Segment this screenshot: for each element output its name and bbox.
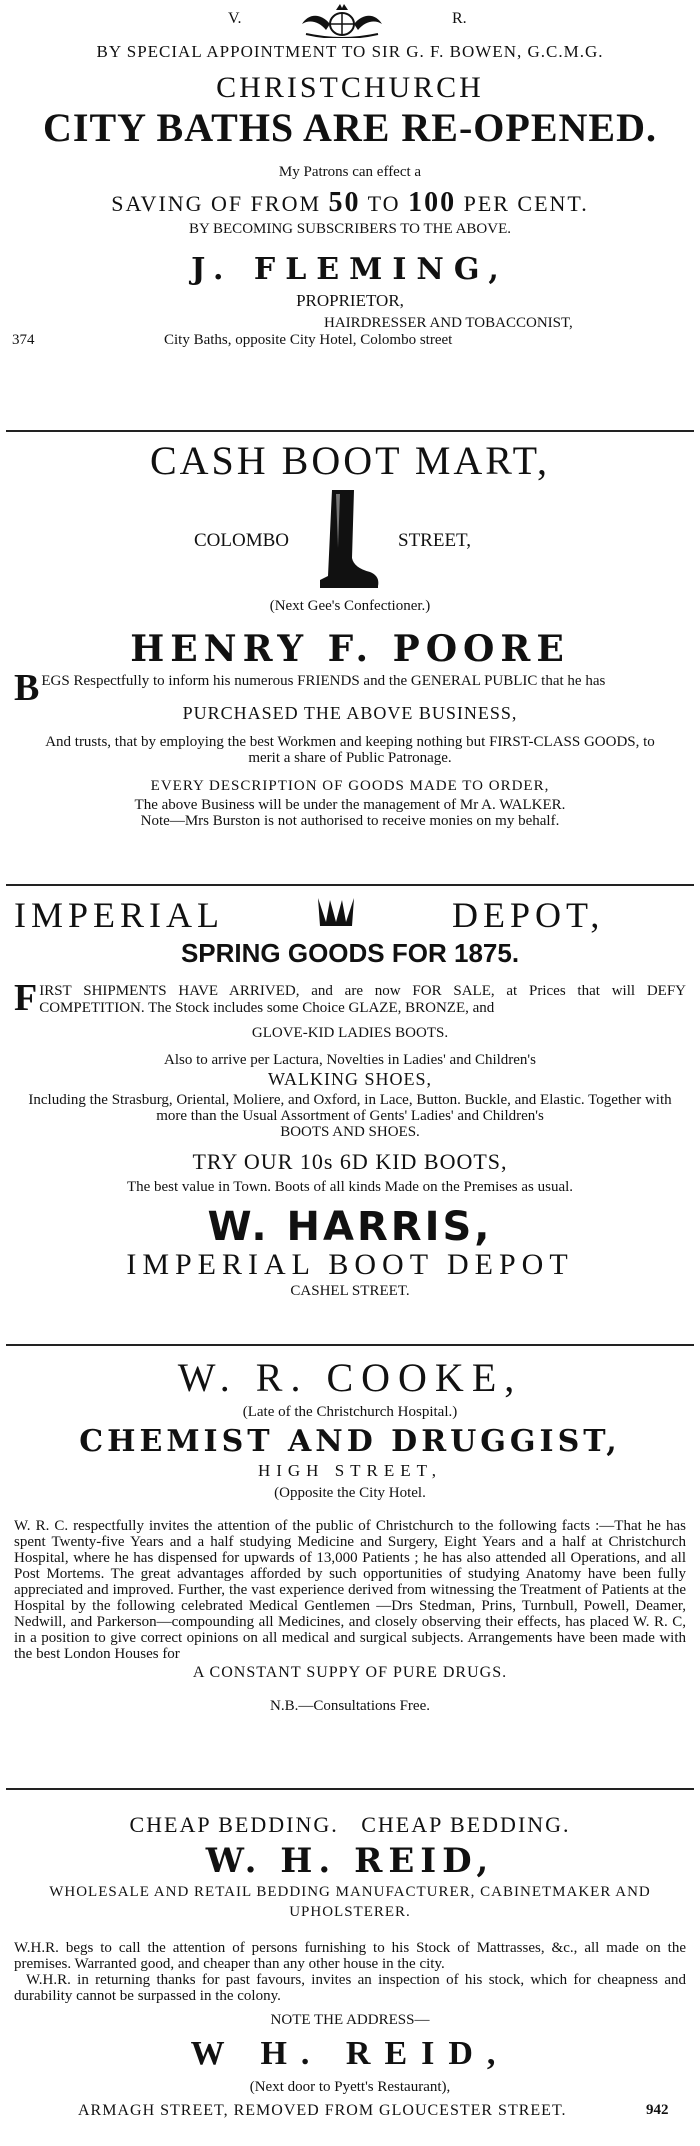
first-shipments-paragraph (6, 969, 694, 1017)
next-door-line: (Next door to Pyett's Restaurant), (249, 2079, 451, 2095)
crest-letter-r: R. (452, 10, 467, 27)
proprietor-role: PROPRIETOR, (296, 291, 404, 310)
cash-boot-mart-advertisement (6, 438, 694, 886)
ad-reference-number-942: 942 (646, 2102, 669, 2118)
depot-word: DEPOT, (452, 895, 605, 935)
high-street-line: HIGH STREET, (257, 1461, 443, 1480)
management-line: The above Business will be under the management of Mr A. WALKER. (134, 797, 566, 813)
street-right: STREET, (398, 530, 472, 551)
pure-drugs-line: A CONSTANT SUPPY OF PURE DRUGS. (192, 1664, 508, 1681)
spring-goods-headline: SPRING GOODS FOR 1875. (180, 938, 520, 968)
royal-crest-row (6, 0, 694, 40)
glove-kid-line: GLOVE-KID LADIES BOOTS. (251, 1025, 449, 1041)
next-to-line: (Next Gee's Confectioner.) (269, 598, 431, 614)
chemist-druggist-line: CHEMIST AND DRUGGIST, (79, 1424, 621, 1459)
address-row (6, 332, 694, 352)
boot-icon (312, 488, 382, 592)
note-line: Note—Mrs Burston is not authorised to receive monies on my behalf. (140, 813, 560, 829)
begs-paragraph (6, 667, 694, 709)
cashel-street-line: CASHEL STREET. (290, 1283, 410, 1299)
trusts-paragraph: And trusts, that by employing the best Workmen and keeping nothing but FIRST-CLASS GOODS, to merit a share of Public Patronage. (45, 734, 655, 766)
try-our-line: TRY OUR 10s 6D KID BOOTS, (192, 1149, 508, 1174)
baths-headline: CITY BATHS ARE RE-OPENED. (43, 105, 657, 150)
first-shipments-text: IRST SHIPMENTS HAVE ARRIVED, and are now FOR SALE, at Prices that will DEFY COMPETITION. The Stock includes some Choice GLAZE, BRONZE, and (39, 983, 686, 1016)
imperial-depot-advertisement (6, 886, 694, 1346)
saving-text: SAVING OF FROM (111, 191, 322, 216)
imperial-boot-depot-line: IMPERIAL BOOT DEPOT (126, 1248, 574, 1281)
saving-to: TO (367, 191, 401, 216)
cheap-bedding-line: CHEAP BEDDING. CHEAP BEDDING. (129, 1812, 571, 1837)
boots-and-shoes-line: BOOTS AND SHOES. (280, 1124, 420, 1140)
consultations-line: N.B.—Consultations Free. (270, 1698, 430, 1714)
city-baths-advertisement (6, 0, 694, 432)
crest-letter-v: V. (228, 10, 242, 27)
street-left: COLOMBO (194, 530, 290, 551)
boot-mart-title: CASH BOOT MART, (149, 438, 551, 483)
cooke-body-paragraph: W. R. C. respectfully invites the attention of the public of Christchurch to the following facts :—That he has spent Twenty-five Years and a half studying Medicine and Surgery, Eight Years and a half at Christchurch Hospital, where he has dispensed for upwards of 13,000 Patients ; he has also attended all Operations, and all Post Mortems. The great advantages afforded by such opportunities of studying Anatomy have been fully appreciated and improved. Further, the vast experience derived from witnessing the Treatment of Patients at the Hospital by the following celebrated Medical Gentlemen —Drs Stedman, Prins, Turnbull, Powell, Deamer, Nedwill, and Parkerson—compounding all Medicines, and closely observing their effects, has placed W. R. C, in a position to give correct opinions on all medical and surgical subjects. Arrangements have been made with the best London Houses for (14, 1518, 686, 1662)
late-of-line: (Late of the Christchurch Hospital.) (242, 1404, 458, 1420)
begs-text: EGS Respectfully to inform his numerous FRIENDS and the GENERAL PUBLIC that he has (41, 673, 606, 689)
arrive-line: Also to arrive per Lactura, Novelties in Ladies' and Children's (164, 1052, 536, 1068)
saving-min: 50 (328, 187, 361, 218)
cooke-chemist-advertisement (6, 1356, 694, 1790)
ad-reference-number: 374 (12, 332, 35, 348)
opposite-line: (Opposite the City Hotel. (274, 1485, 426, 1501)
proprietor-name: J. FLEMING, (191, 252, 509, 287)
imperial-word: IMPERIAL (14, 895, 224, 935)
colombo-street-row (6, 484, 694, 594)
walking-shoes-line: WALKING SHOES, (268, 1069, 432, 1089)
appointment-line: BY SPECIAL APPOINTMENT TO SIR G. F. BOWEN, G.C.M.G. (96, 42, 604, 61)
subscribers-line: BY BECOMING SUBSCRIBERS TO THE ABOVE. (188, 221, 511, 237)
saving-line (6, 187, 694, 219)
armagh-street-line: ARMAGH STREET, REMOVED FROM GLOUCESTER STREET. (78, 2102, 567, 2119)
imperial-depot-heading (6, 886, 694, 936)
drop-cap-b: B (14, 667, 40, 709)
best-value-line: The best value in Town. Boots of all kinds Made on the Premises as usual. (126, 1179, 574, 1195)
proprietor-trade: HAIRDRESSER AND TOBACCONIST, (324, 315, 573, 331)
crown-ornament-icon (314, 892, 358, 930)
newspaper-advertisement-page (6, 0, 694, 2119)
baths-address: City Baths, opposite City Hotel, Colombo street (164, 332, 453, 348)
reid-name: W. H. REID, (205, 1841, 495, 1881)
royal-coat-of-arms-icon (296, 2, 388, 38)
reid-body-paragraph-2: W.H.R. in returning thanks for past favours, invites an inspection of his stock, which for cheapness and durability cannot be surpassed in the colony. (14, 1972, 686, 2004)
chemist-name: W. R. COOKE, (177, 1355, 523, 1400)
every-description-line: EVERY DESCRIPTION OF GOODS MADE TO ORDER, (150, 778, 550, 794)
note-address-line: NOTE THE ADDRESS— (270, 2012, 430, 2028)
drop-cap-f: F (14, 977, 38, 1019)
reid-name-repeat: W H. REID, (190, 2035, 510, 2072)
owner-name: HENRY F. POORE (130, 628, 570, 670)
purchased-line: PURCHASED THE ABOVE BUSINESS, (182, 703, 518, 723)
patrons-line: My Patrons can effect a (278, 164, 422, 180)
including-paragraph: Including the Strasburg, Oriental, Moliere, and Oxford, in Lace, Button. Buckle, and Elastic. Together with more than the Usual Assortment of Gents' Ladies' and Children's (28, 1092, 672, 1124)
reid-body-paragraph-1: W.H.R. begs to call the attention of persons furnishing to his Stock of Mattrasses, &c., all made on the premises. Warranted good, and cheaper than any other house in the city. (14, 1940, 686, 1972)
city-name: CHRISTCHURCH (216, 71, 484, 104)
reid-bedding-advertisement (6, 1812, 694, 2146)
armagh-street-row (6, 2102, 694, 2126)
harris-name: W. HARRIS, (207, 1204, 493, 1250)
saving-max: 100 (408, 187, 457, 218)
reid-trade-line: WHOLESALE AND RETAIL BEDDING MANUFACTURER, CABINETMAKER AND UPHOLSTERER. (49, 1884, 651, 1920)
saving-percent: PER CENT. (463, 191, 589, 216)
